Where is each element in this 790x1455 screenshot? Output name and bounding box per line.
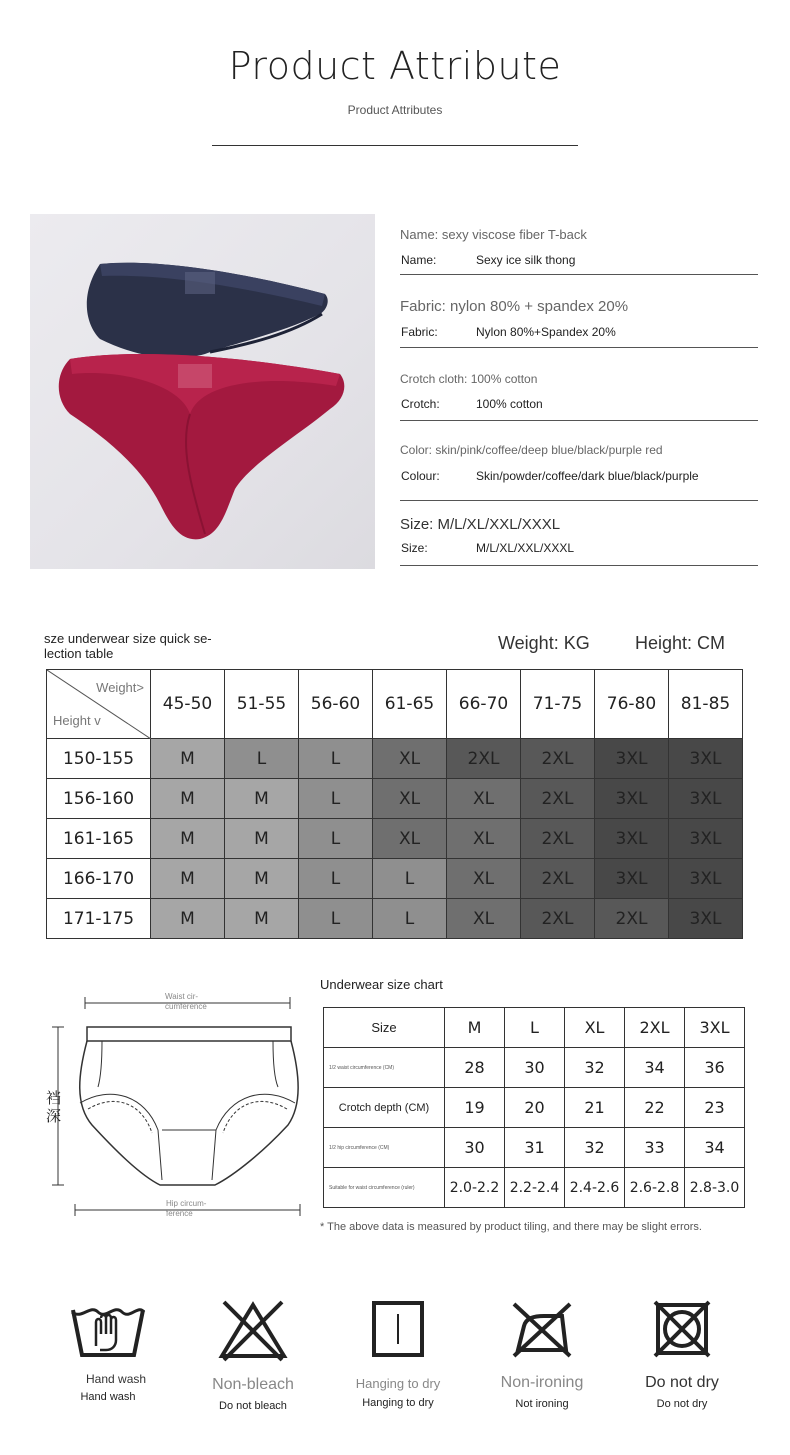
- measurement-value: 19: [445, 1088, 505, 1128]
- size-cell: M: [225, 779, 299, 819]
- attr-color-key: Colour:: [401, 469, 440, 483]
- measurement-value: 22: [625, 1088, 685, 1128]
- size-cell: 3XL: [595, 859, 669, 899]
- hip-label-line1: Hip circum-: [166, 1199, 207, 1208]
- care-label-cn: Do not dry: [656, 1398, 708, 1410]
- attr-crotch-value: 100% cotton: [476, 397, 543, 411]
- size-column-header: XL: [565, 1008, 625, 1048]
- page-title: Product Attribute: [228, 44, 562, 88]
- weight-header-cell: 51-55: [225, 670, 299, 739]
- care-label-en: Hand wash: [86, 1372, 147, 1386]
- size-quick-table: [46, 669, 743, 939]
- care-label-en: Non-bleach: [212, 1376, 294, 1393]
- measurement-value: 34: [685, 1128, 745, 1168]
- size-cell: 3XL: [595, 779, 669, 819]
- attr-crotch-key: Crotch:: [401, 397, 440, 411]
- size-cell: 2XL: [521, 779, 595, 819]
- measurement-value: 21: [565, 1088, 625, 1128]
- size-cell: L: [299, 779, 373, 819]
- measurement-value: 2.2-2.4: [505, 1168, 565, 1208]
- size-cell: M: [225, 899, 299, 939]
- size-cell: XL: [447, 779, 521, 819]
- size-column-header: 2XL: [625, 1008, 685, 1048]
- care-hang-dry: [338, 1300, 458, 1409]
- size-cell: M: [151, 819, 225, 859]
- size-header-label: Size: [324, 1008, 445, 1048]
- table-row: [47, 739, 743, 779]
- size-cell: L: [373, 899, 447, 939]
- size-cell: L: [299, 899, 373, 939]
- size-cell: 3XL: [669, 779, 743, 819]
- table-row: [47, 819, 743, 859]
- attr-color-value: Skin/powder/coffee/dark blue/black/purple: [476, 469, 699, 483]
- care-non-bleach: [193, 1300, 313, 1412]
- size-cell: XL: [447, 819, 521, 859]
- measurement-value: 31: [505, 1128, 565, 1168]
- size-cell: M: [225, 859, 299, 899]
- table-row: [47, 899, 743, 939]
- care-hand-wash: [48, 1300, 168, 1403]
- height-unit-label: Height: CM: [635, 633, 726, 653]
- care-label-en: Non-ironing: [500, 1374, 584, 1391]
- care-non-ironing: [482, 1300, 602, 1410]
- no-tumble-dry-icon: [653, 1300, 711, 1358]
- attr-name-key: Name:: [401, 253, 437, 267]
- measurement-value: 20: [505, 1088, 565, 1128]
- measurement-value: 33: [625, 1128, 685, 1168]
- care-label-cn: Hanging to dry: [362, 1397, 434, 1409]
- no-iron-icon: [510, 1300, 574, 1358]
- height-range-cell: 161-165: [47, 819, 151, 859]
- size-cell: M: [151, 739, 225, 779]
- measurement-value: 34: [625, 1048, 685, 1088]
- measurement-value: 32: [565, 1048, 625, 1088]
- measurement-value: 23: [685, 1088, 745, 1128]
- size-chart-caption: Underwear size chart: [320, 977, 443, 992]
- measurement-value: 2.8-3.0: [685, 1168, 745, 1208]
- size-cell: 3XL: [669, 819, 743, 859]
- size-cell: 2XL: [521, 819, 595, 859]
- size-chart-footnote: * The above data is measured by product tiling, and there may be slight errors.: [320, 1221, 702, 1233]
- waist-label-line1: Waist cir-: [165, 992, 199, 1001]
- table-row: [324, 1128, 745, 1168]
- measurement-value: 30: [505, 1048, 565, 1088]
- attr-divider: [400, 565, 758, 566]
- size-cell: 2XL: [447, 739, 521, 779]
- attr-divider: [400, 500, 758, 501]
- size-cell: L: [299, 819, 373, 859]
- size-column-header: 3XL: [685, 1008, 745, 1048]
- weight-header-cell: 66-70: [447, 670, 521, 739]
- care-label-en: Do not dry: [645, 1374, 719, 1391]
- measurement-label: Crotch depth (CM): [324, 1088, 445, 1128]
- corner-weight-label: Weight>: [96, 680, 144, 695]
- table-row: [324, 1048, 745, 1088]
- size-cell: M: [225, 819, 299, 859]
- size-cell: 3XL: [669, 739, 743, 779]
- hip-label-line2: ference: [166, 1209, 193, 1218]
- height-range-cell: 166-170: [47, 859, 151, 899]
- page-subtitle: Product Attributes: [347, 103, 443, 117]
- size-cell: L: [299, 739, 373, 779]
- no-bleach-icon: [218, 1300, 288, 1362]
- size-cell: M: [151, 859, 225, 899]
- hang-dry-icon: [371, 1300, 425, 1358]
- weight-header-cell: 71-75: [521, 670, 595, 739]
- table-row: [47, 779, 743, 819]
- attr-fabric-value: Nylon 80%+Spandex 20%: [476, 325, 616, 339]
- measurement-label: 1/2 hip circumference (CM): [324, 1128, 445, 1168]
- size-cell: M: [151, 899, 225, 939]
- depth-label-char2: 深: [46, 1107, 62, 1125]
- size-column-header: L: [505, 1008, 565, 1048]
- size-cell: XL: [373, 739, 447, 779]
- waist-label-line2: cumference: [165, 1002, 207, 1011]
- height-range-cell: 156-160: [47, 779, 151, 819]
- size-cell: L: [225, 739, 299, 779]
- size-chart-table: [323, 1007, 745, 1208]
- size-cell: 3XL: [669, 899, 743, 939]
- measurement-value: 2.6-2.8: [625, 1168, 685, 1208]
- attr-divider: [400, 420, 758, 421]
- attr-color-en: Color: skin/pink/coffee/deep blue/black/purple red: [400, 443, 663, 457]
- attr-size-key: Size:: [401, 541, 428, 555]
- care-label-cn: Hand wash: [80, 1391, 136, 1403]
- care-label-cn: Not ironing: [515, 1398, 569, 1410]
- weight-header-cell: 81-85: [669, 670, 743, 739]
- attr-name-en: Name: sexy viscose fiber T-back: [400, 227, 587, 242]
- care-label-en: Hanging to dry: [355, 1376, 441, 1391]
- weight-header-cell: 56-60: [299, 670, 373, 739]
- weight-header-cell: 76-80: [595, 670, 669, 739]
- measurement-value: 28: [445, 1048, 505, 1088]
- size-cell: XL: [373, 779, 447, 819]
- attr-crotch-en: Crotch cloth: 100% cotton: [400, 372, 538, 386]
- care-label-cn: Do not bleach: [219, 1400, 287, 1412]
- measurement-label: 1/2 waist circumference (CM): [324, 1048, 445, 1088]
- measurement-value: 36: [685, 1048, 745, 1088]
- measurement-value: 2.4-2.6: [565, 1168, 625, 1208]
- weight-unit-label: Weight: KG: [498, 633, 590, 653]
- size-cell: XL: [447, 899, 521, 939]
- measurement-value: 2.0-2.2: [445, 1168, 505, 1208]
- corner-height-label: Height v: [53, 713, 101, 728]
- title-divider: [212, 145, 578, 146]
- measurement-label: Suitable for waist circumference (ruler): [324, 1168, 445, 1208]
- size-cell: 2XL: [521, 739, 595, 779]
- height-range-cell: 150-155: [47, 739, 151, 779]
- table-row: [47, 859, 743, 899]
- attr-divider: [400, 347, 758, 348]
- care-do-not-dry: [622, 1300, 742, 1410]
- size-cell: L: [373, 859, 447, 899]
- weight-header-cell: 45-50: [151, 670, 225, 739]
- height-range-cell: 171-175: [47, 899, 151, 939]
- measurement-value: 32: [565, 1128, 625, 1168]
- weight-header-cell: 61-65: [373, 670, 447, 739]
- underwear-measurement-diagram: [40, 985, 320, 1225]
- table-corner-cell: [47, 670, 151, 739]
- attr-size-en: Size: M/L/XL/XXL/XXXL: [400, 516, 561, 533]
- table-row: [324, 1088, 745, 1128]
- size-cell: XL: [447, 859, 521, 899]
- product-photo: [30, 214, 375, 569]
- attr-name-value: Sexy ice silk thong: [476, 253, 576, 267]
- attr-fabric-key: Fabric:: [401, 325, 438, 339]
- size-cell: 2XL: [595, 899, 669, 939]
- hand-wash-icon: [68, 1300, 148, 1362]
- size-cell: 2XL: [521, 859, 595, 899]
- attr-size-value: M/L/XL/XXL/XXXL: [476, 541, 575, 555]
- size-cell: 3XL: [669, 859, 743, 899]
- size-cell: 3XL: [595, 739, 669, 779]
- size-cell: 2XL: [521, 899, 595, 939]
- size-cell: XL: [373, 819, 447, 859]
- measurement-value: 30: [445, 1128, 505, 1168]
- depth-label-char1: 裆: [46, 1089, 62, 1107]
- size-cell: L: [299, 859, 373, 899]
- size-cell: 3XL: [595, 819, 669, 859]
- attr-divider: [400, 274, 758, 275]
- size-cell: M: [151, 779, 225, 819]
- table-row: [324, 1168, 745, 1208]
- quick-table-caption: sze underwear size quick se-lection table: [44, 631, 212, 661]
- size-column-header: M: [445, 1008, 505, 1048]
- attr-fabric-en: Fabric: nylon 80% + spandex 20%: [400, 298, 629, 315]
